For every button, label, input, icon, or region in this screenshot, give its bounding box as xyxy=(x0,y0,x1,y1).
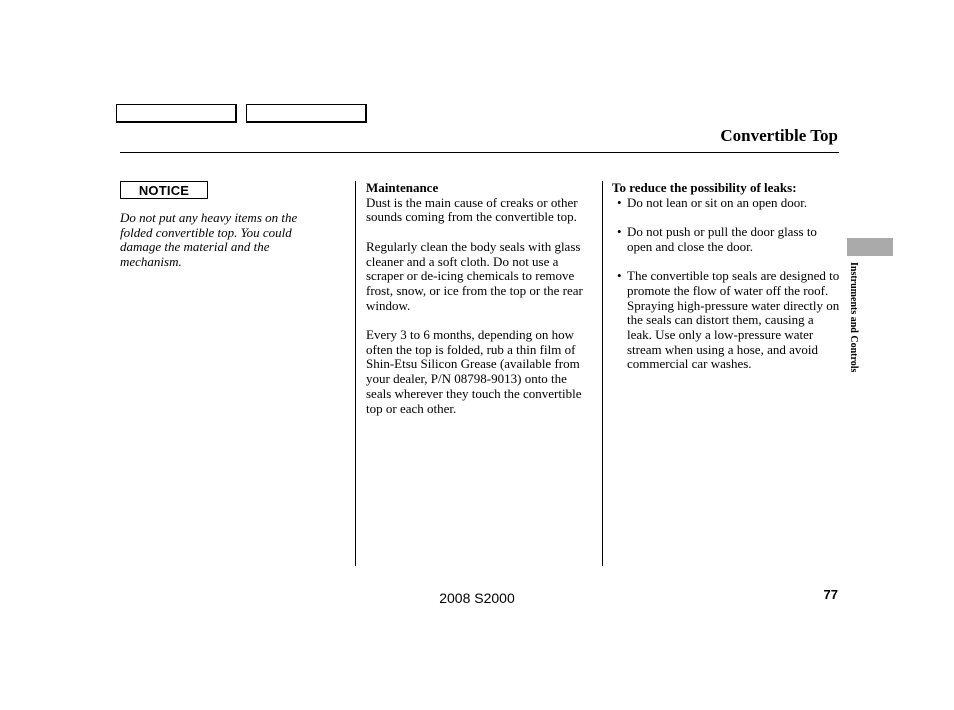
list-item-text: Do not push or pull the door glass to open and close the door. xyxy=(627,224,817,254)
notice-badge xyxy=(120,181,208,199)
section-tab-marker xyxy=(847,238,893,256)
bullet-icon: • xyxy=(617,194,622,210)
maintenance-heading: Maintenance xyxy=(366,180,439,195)
maintenance-paragraph: Regularly clean the body seals with glass cleaner and a soft cloth. Do not use a scraper or de-icing chemicals to remove frost, snow, or ice from the top or the rear window. xyxy=(366,238,583,313)
notice-text: Do not put any heavy items on the folded convertible top. You could damage the material and the mechanism. xyxy=(120,210,298,270)
maintenance-paragraph: Dust is the main cause of creaks or other sounds coming from the convertible top. xyxy=(366,194,578,225)
leaks-list xyxy=(612,196,840,372)
bullet-icon: • xyxy=(617,224,622,240)
list-item xyxy=(612,269,840,372)
maintenance-paragraph: Every 3 to 6 months, depending on how often the top is folded, rub a thin film of Shin-Etsu Silicon Grease (available from your dealer, P/N 08798-9013) onto the seals wherever they touch the convertible top or each other. xyxy=(366,327,582,416)
list-item-text: Do not lean or sit on an open door. xyxy=(627,194,808,210)
maintenance-section xyxy=(366,181,594,431)
list-item-text: The convertible top seals are designed to promote the flow of water off the roof. Spraying high-pressure water directly on the seals can distort them, causing a leak. Use only a low-pressure water stream when using a hose, and avoid commercial car washes. xyxy=(627,268,840,372)
column-divider xyxy=(355,181,356,566)
leaks-section xyxy=(612,181,840,387)
bullet-icon: • xyxy=(617,268,622,284)
notice-badge-label: NOTICE xyxy=(138,182,190,198)
nav-button-previous[interactable] xyxy=(116,104,237,123)
nav-button-next[interactable] xyxy=(246,104,367,123)
list-item xyxy=(612,225,840,254)
leaks-heading: To reduce the possibility of leaks: xyxy=(612,180,797,195)
header-rule xyxy=(120,152,839,153)
page-title: Convertible Top xyxy=(720,126,838,145)
column-divider xyxy=(602,181,603,566)
footer-model: 2008 S2000 xyxy=(439,590,515,606)
page-number: 77 xyxy=(823,587,838,602)
list-item xyxy=(612,196,840,211)
section-side-label: Instruments and Controls xyxy=(848,262,859,373)
